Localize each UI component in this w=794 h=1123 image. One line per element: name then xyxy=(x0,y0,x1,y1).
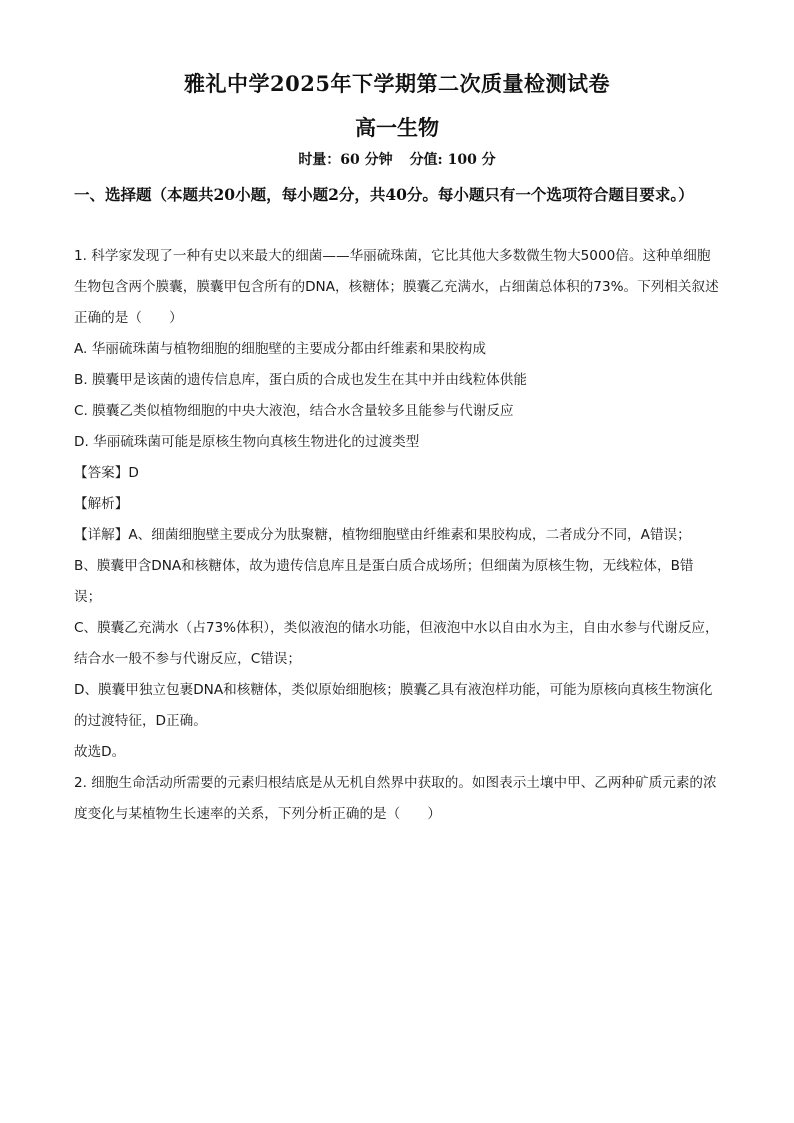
detail-c: C、膜囊乙充满水（占73%体积），类似液泡的储水功能，但液泡中水以自由水为主，自由水参与代谢反应，结合水一般不参与代谢反应，C错误； xyxy=(74,620,719,667)
exam-score: 分值: 100 分 xyxy=(409,152,496,168)
exam-meta xyxy=(0,149,794,169)
exam-time: 时量：60 分钟 xyxy=(298,152,393,168)
question-1-option-c: C. 膜囊乙类似植物细胞的中央大液泡，结合水含量较多且能参与代谢反应 xyxy=(74,403,514,419)
exam-title: 雅礼中学2025年下学期第二次质量检测试卷 xyxy=(184,71,610,96)
question-1-option-b: B. 膜囊甲是该菌的遗传信息库，蛋白质的合成也发生在其中并由线粒体供能 xyxy=(74,372,527,388)
answer-line: 【答案】D xyxy=(74,465,139,481)
question-1-option-a: A. 华丽硫珠菌与植物细胞的细胞壁的主要成分都由纤维素和果胶构成 xyxy=(74,341,486,357)
question-1 xyxy=(74,241,720,830)
section-heading: 一、选择题（本题共20小题，每小题2分，共40分。每小题只有一个选项符合题目要求。） xyxy=(74,185,694,204)
question-2-stem: 2. 细胞生命活动所需要的元素归根结底是从无机自然界中获取的。如图表示土壤中甲、乙两种矿质元素的浓度变化与某植物生长速率的关系，下列分析正确的是（ ） xyxy=(74,775,717,822)
analysis-label: 【解析】 xyxy=(74,496,129,512)
detail-a: 【详解】A、细菌细胞壁主要成分为肽聚糖，植物细胞壁由纤维素和果胶构成，二者成分不同，A错误； xyxy=(74,527,691,543)
detail-d: D、膜囊甲独立包裹DNA和核糖体，类似原始细胞核；膜囊乙具有液泡样功能，可能为原核向真核生物演化的过渡特征，D正确。 xyxy=(74,682,713,729)
detail-b: B、膜囊甲含DNA和核糖体，故为遗传信息库且是蛋白质合成场所；但细菌为原核生物，无线粒体，B错误； xyxy=(74,558,694,605)
conclusion: 故选D。 xyxy=(74,744,126,760)
exam-subject: 高一生物 xyxy=(355,115,439,140)
question-1-option-d: D. 华丽硫珠菌可能是原核生物向真核生物进化的过渡类型 xyxy=(74,434,420,450)
question-1-stem: 1. 科学家发现了一种有史以来最大的细菌——华丽硫珠菌，它比其他大多数微生物大5000倍。这种单细胞生物包含两个膜囊，膜囊甲包含所有的DNA，核糖体；膜囊乙充满水，占细菌总体积的73%。下列相关叙述正确的是（ ） xyxy=(74,248,719,326)
